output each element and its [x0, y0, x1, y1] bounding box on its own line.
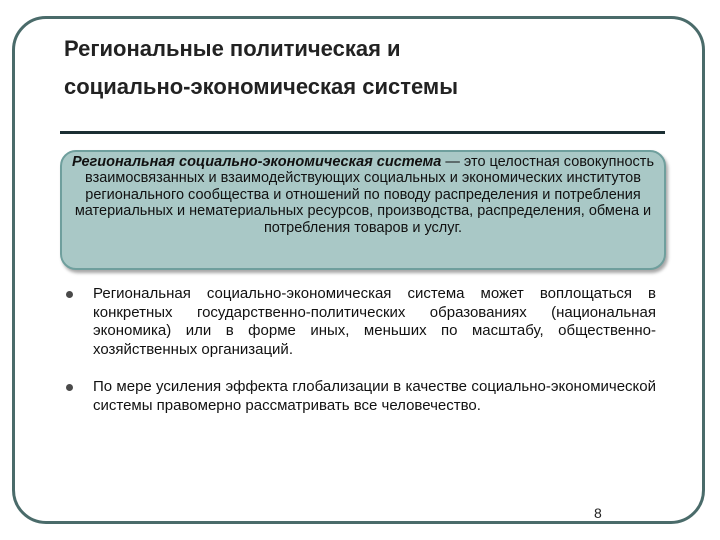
bullet-text-2: По мере усиления эффекта глобализации в качестве социально-экономической системы правомерно рассматривать все человечество. — [93, 378, 656, 414]
slide-title — [64, 30, 664, 106]
page-number: 8 — [594, 505, 602, 521]
title-divider — [60, 131, 665, 134]
bullet-text-1: Региональная социально-экономическая система может воплощаться в конкретных государственно-политических образованиях (национальная экономика) или в форме иных, меньших по масштабу, общественно-хозяйственных организаций. — [93, 285, 656, 358]
title-line-2: социально-экономическая системы — [64, 74, 458, 99]
bullet-dot-icon — [66, 291, 73, 298]
bullet-dot-icon — [66, 384, 73, 391]
title-line-1: Региональные политическая и — [64, 36, 401, 61]
definition-box — [60, 150, 666, 270]
definition-text: — это целостная совокупность взаимосвязанных и взаимодействующих социальных и экономических институтов регионального сообщества и отношений по поводу распределения и потребления материальных и нематериальных ресурсов, производства, распределения, обмена и потребления товаров и услуг. — [74, 154, 654, 236]
definition-term: Региональная социально-экономическая система — [71, 154, 442, 170]
